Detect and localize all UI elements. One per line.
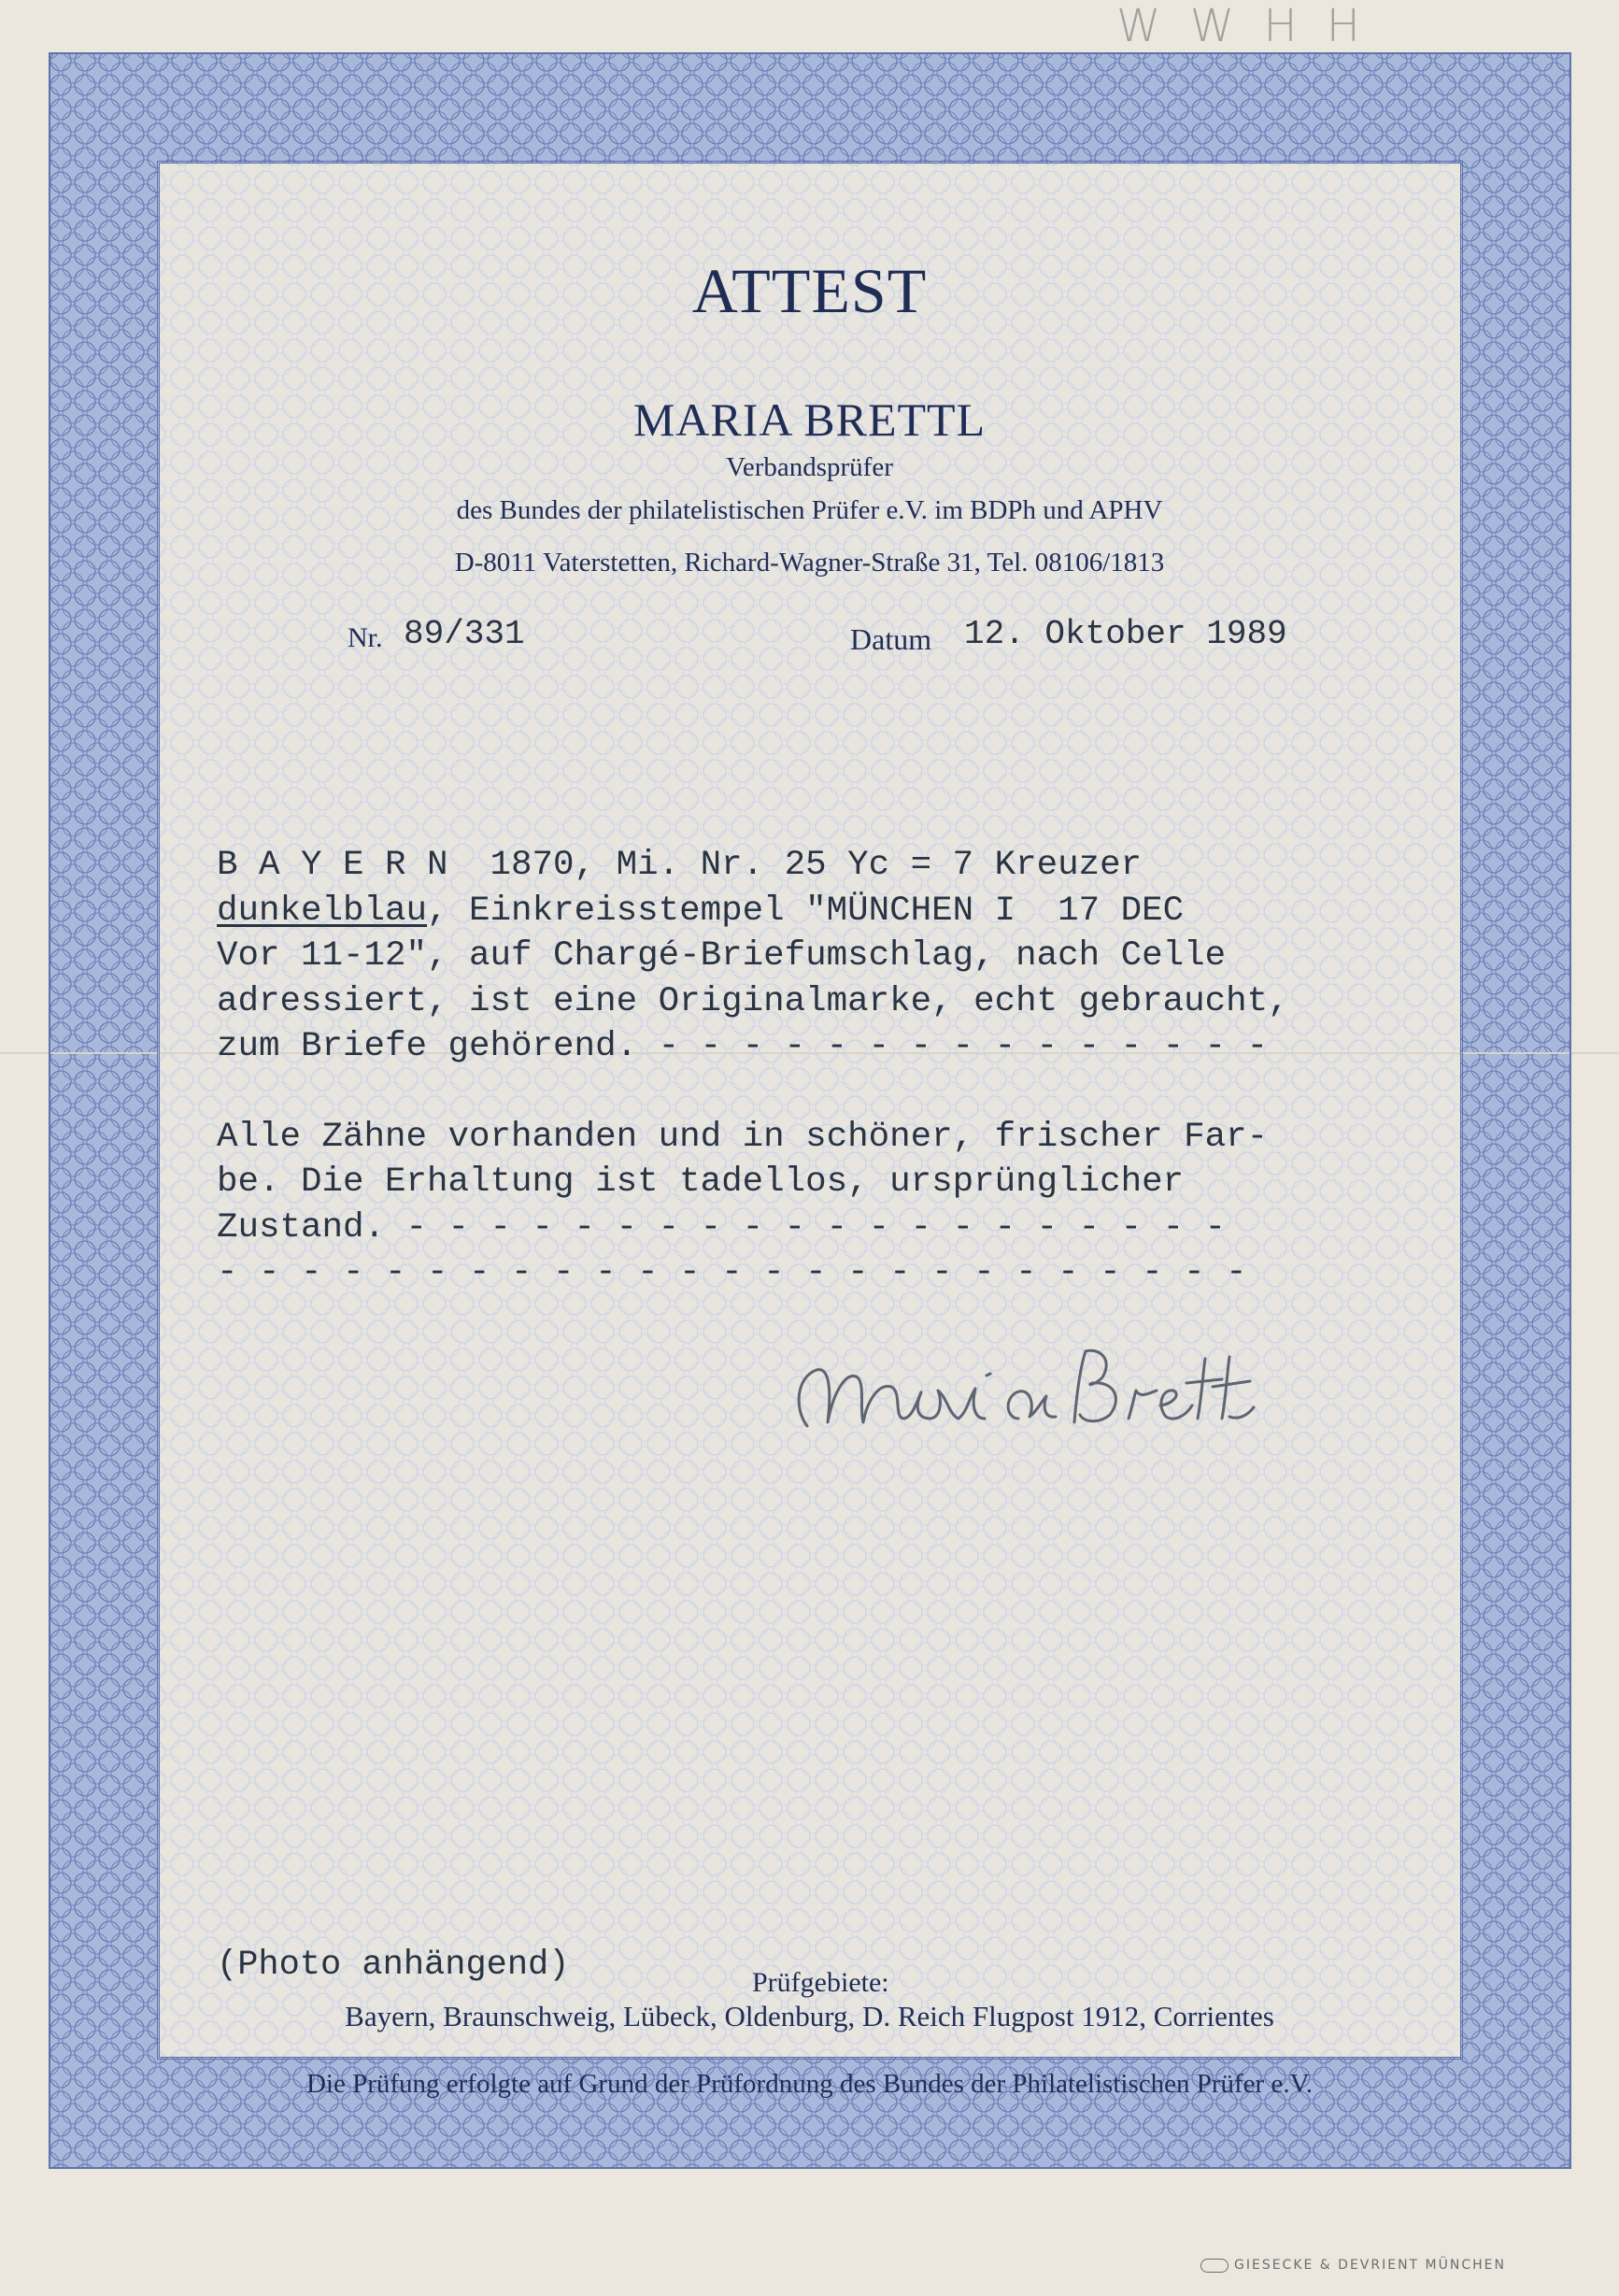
body-line: Vor 11-12", auf Chargé-Briefumschlag, nach Celle xyxy=(217,936,1227,976)
body-line: Zustand. - - - - - - - - - - - - - - - - - - - - xyxy=(217,1207,1227,1248)
association: des Bundes der philatelistischen Prüfer e.V. im BDPh und APHV xyxy=(456,495,1163,525)
certificate-number: 89/331 xyxy=(404,615,525,653)
examiner-role: Verbandsprüfer xyxy=(726,452,893,482)
body-line: dunkelblau, Einkreisstempel "MÜNCHEN I 17 DEC xyxy=(217,891,1185,931)
color-term: dunkelblau xyxy=(217,891,428,931)
body-line: - - - - - - - - - - - - - - - - - - - - - - - - - xyxy=(217,1253,1247,1292)
body-line: adressiert, ist eine Originalmarke, echt gebraucht, xyxy=(217,981,1289,1021)
certificate-title: ATTEST xyxy=(691,255,928,326)
pruefgebiete-list: Bayern, Braunschweig, Lübeck, Oldenburg, D. Reich Flugpost 1912, Corrientes xyxy=(345,2000,1274,2032)
body-line: be. Die Erhaltung ist tadellos, ursprünglicher xyxy=(217,1162,1185,1202)
number-label: Nr. xyxy=(348,622,383,653)
certificate-body xyxy=(217,843,1431,1296)
printer-logo-icon xyxy=(1200,2259,1228,2273)
examiner-name: MARIA BRETTL xyxy=(632,393,987,446)
body-line: Alle Zähne vorhanden und in schöner, frischer Far- xyxy=(217,1117,1269,1157)
date-label: Datum xyxy=(850,622,932,656)
printer-imprint: GIESECKE & DEVRIENT MÜNCHEN xyxy=(1200,2258,1506,2273)
body-line: zum Briefe gehörend. - - - - - - - - - - - - - - - xyxy=(217,1027,1269,1066)
pencil-annotation: W W H H xyxy=(1116,0,1368,52)
pruefgebiete-label: Prüfgebiete: xyxy=(752,1967,889,1998)
certificate-date: 12. Oktober 1989 xyxy=(964,615,1287,653)
handwritten-signature xyxy=(775,1325,1261,1456)
photo-note: (Photo anhängend) xyxy=(217,1946,570,1985)
legal-note: Die Prüfung erfolgte auf Grund der Prüfordnung des Bundes der Philatelistischen Prüfer e.V. xyxy=(305,2069,1314,2099)
examiner-address: D-8011 Vaterstetten, Richard-Wagner-Straße 31, Tel. 08106/1813 xyxy=(454,548,1165,578)
body-line: B A Y E R N 1870, Mi. Nr. 25 Yc = 7 Kreuzer xyxy=(217,846,1143,885)
